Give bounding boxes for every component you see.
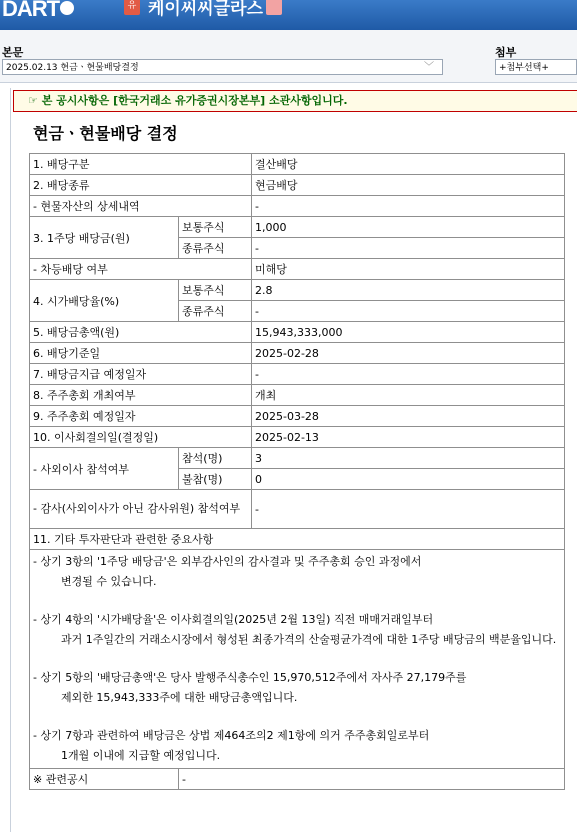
row-value: 2025-03-28 [252,406,565,427]
table-row [30,448,565,469]
table-row [30,529,565,550]
note-continuation: 제외한 15,943,333주에 대한 배당금총액입니다. [61,691,298,704]
note-first-line: - 상기 5항의 '배당금총액'은 당사 발행주식총수인 15,970,512주에서 자사주 27,179주를 [33,671,467,684]
note-first-line: - 상기 4항의 '시가배당율'은 이사회결의일(2025년 2월 13일) 직전 매매거래일부터 [33,613,434,626]
row-label: 5. 배당금총액(원) [30,322,252,343]
table-row [30,550,565,769]
main-doc-select[interactable] [2,59,443,75]
row-value: 2025-02-28 [252,343,565,364]
table-row [30,406,565,427]
table-row [30,769,565,790]
row-value: 2025-02-13 [252,427,565,448]
attach-label: 첨부 [495,46,517,59]
logo-mark-icon [60,1,74,15]
row-label: 1. 배당구분 [30,154,252,175]
note-first-line: - 상기 7항과 관련하여 배당금은 상법 제464조의2 제1항에 의거 주주총회일로부터 [33,729,430,742]
row-label: 8. 주주총회 개최여부 [30,385,252,406]
page-title: 현금ㆍ현물배당 결정 [33,124,178,143]
table-row [30,217,565,238]
row-value: 2.8 [252,280,565,301]
main-doc-select-value: 2025.02.13 현금ㆍ현물배당결정 [6,63,139,73]
notes-cell [30,550,565,769]
market-badge: 유 [124,0,140,15]
row-sublabel: 참석(명) [179,448,252,469]
table-row [30,364,565,385]
note-continuation: 과거 1주일간의 거래소시장에서 형성된 최종가격의 산술평균가격에 대한 1주당 배당금의 백분율입니다. [61,633,557,646]
attach-select[interactable]: +첨부선택+ [495,59,577,75]
row-value: 미해당 [252,259,565,280]
note-item [33,610,561,650]
dividend-table [29,153,565,790]
row-label: 10. 이사회결의일(결정일) [30,427,252,448]
row-value: 결산배당 [252,154,565,175]
table-row [30,175,565,196]
row-label: ※ 관련공시 [30,769,179,790]
row-value: - [252,238,565,259]
row-value: 15,943,333,000 [252,322,565,343]
row-label: 3. 1주당 배당금(원) [30,217,179,259]
main-doc-label: 본문 [2,46,24,59]
row-label: - 사외이사 참석여부 [30,448,179,490]
note-item [33,726,561,766]
note-item [33,668,561,708]
row-sublabel: 불참(명) [179,469,252,490]
row-sublabel: 종류주식 [179,301,252,322]
table-row [30,385,565,406]
table-row [30,280,565,301]
row-label: - 감사(사외이사가 아닌 감사위원) 참석여부 [30,490,252,529]
row-sublabel: 보통주식 [179,217,252,238]
company-info-icon[interactable] [266,0,282,15]
row-value: - [252,196,565,217]
table-row [30,343,565,364]
jurisdiction-notice: ☞ 본 공시사항은 [한국거래소 유가증권시장본부] 소관사항입니다. [13,90,577,112]
table-row [30,427,565,448]
row-value: - [179,769,565,790]
chevron-down-icon: ﹀ [424,62,434,73]
table-row [30,196,565,217]
row-label: 9. 주주총회 예정일자 [30,406,252,427]
row-label: 6. 배당기준일 [30,343,252,364]
note-continuation: 변경될 수 있습니다. [61,575,157,588]
row-label: 2. 배당종류 [30,175,252,196]
company-name: 케이씨씨글라스 [148,0,263,19]
row-value: - [252,364,565,385]
note-continuation: 1개월 이내에 지급할 예정입니다. [61,749,221,762]
row-value: - [252,490,565,529]
top-header [0,0,577,30]
table-row [30,322,565,343]
row-sublabel: 보통주식 [179,280,252,301]
row-value: - [252,301,565,322]
row-label: 4. 시가배당율(%) [30,280,179,322]
row-sublabel: 종류주식 [179,238,252,259]
row-value: 현금배당 [252,175,565,196]
table-row [30,154,565,175]
row-label: 11. 기타 투자판단과 관련한 중요사항 [30,529,565,550]
row-value: 1,000 [252,217,565,238]
row-label: 7. 배당금지급 예정일자 [30,364,252,385]
row-label: - 현물자산의 상세내역 [30,196,252,217]
row-value: 3 [252,448,565,469]
note-first-line: - 상기 3항의 '1주당 배당금'은 외부감사인의 감사결과 및 주주총회 승인 과정에서 [33,555,422,568]
table-row [30,490,565,529]
row-value: 개최 [252,385,565,406]
dart-logo[interactable]: DART [2,0,74,22]
row-label: - 차등배당 여부 [30,259,252,280]
table-row [30,259,565,280]
row-value: 0 [252,469,565,490]
note-item [33,552,561,592]
